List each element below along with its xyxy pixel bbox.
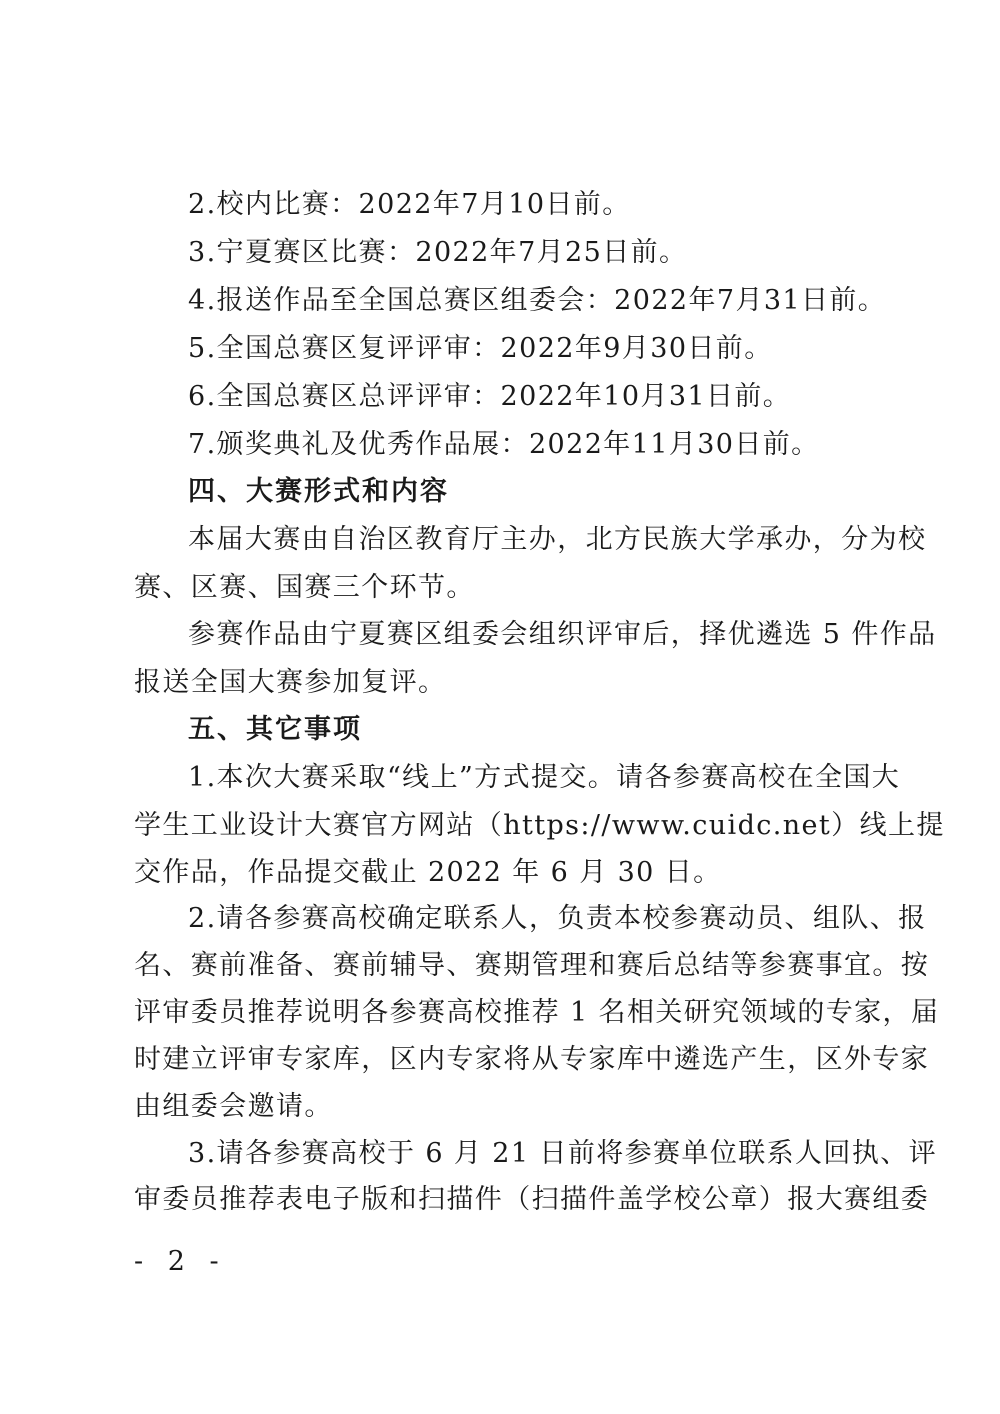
section-5-item-1-line-3: 交作品，作品提交截止 2022 年 6 月 30 日。 — [134, 857, 722, 888]
section-5-item-2-line-1: 2.请各参赛高校确定联系人，负责本校参赛动员、组队、报 — [188, 903, 927, 934]
schedule-item-5: 5.全国总赛区复评评审：2022年9月30日前。 — [188, 333, 773, 364]
section-5-item-2-line-5: 由组委会邀请。 — [134, 1091, 333, 1122]
section-4-paragraph-1-line-2: 赛、区赛、国赛三个环节。 — [134, 572, 475, 603]
section-5-heading: 五、其它事项 — [188, 714, 362, 745]
schedule-item-3: 3.宁夏赛区比赛：2022年7月25日前。 — [188, 237, 688, 268]
section-4-paragraph-2-line-1: 参赛作品由宁夏赛区组委会组织评审后，择优遴选 5 件作品 — [188, 619, 937, 650]
section-5-item-2-line-3: 评审委员推荐说明各参赛高校推荐 1 名相关研究领域的专家，届 — [134, 997, 940, 1028]
schedule-item-4: 4.报送作品至全国总赛区组委会：2022年7月31日前。 — [188, 285, 887, 316]
section-5-item-3-line-1: 3.请各参赛高校于 6 月 21 日前将参赛单位联系人回执、评 — [188, 1138, 938, 1169]
section-4-paragraph-2-line-2: 报送全国大赛参加复评。 — [134, 667, 447, 698]
section-4-heading: 四、大赛形式和内容 — [188, 476, 449, 507]
section-5-item-1-line-2: 学生工业设计大赛官方网站（https://www.cuidc.net）线上提 — [134, 810, 945, 841]
section-5-item-1-line-1: 1.本次大赛采取“线上”方式提交。请各参赛高校在全国大 — [188, 762, 901, 793]
schedule-item-7: 7.颁奖典礼及优秀作品展：2022年11月30日前。 — [188, 429, 820, 460]
section-5-item-3-line-2: 审委员推荐表电子版和扫描件（扫描件盖学校公章）报大赛组委 — [134, 1184, 930, 1215]
section-4-paragraph-1-line-1: 本届大赛由自治区教育厅主办，北方民族大学承办，分为校 — [188, 524, 927, 555]
schedule-item-6: 6.全国总赛区总评评审：2022年10月31日前。 — [188, 381, 792, 412]
section-5-item-2-line-4: 时建立评审专家库，区内专家将从专家库中遴选产生，区外专家 — [134, 1044, 930, 1075]
section-5-item-2-line-2: 名、赛前准备、赛前辅导、赛期管理和赛后总结等参赛事宜。按 — [134, 950, 930, 981]
schedule-item-2: 2.校内比赛：2022年7月10日前。 — [188, 189, 631, 220]
page-number: - 2 - — [134, 1246, 227, 1277]
